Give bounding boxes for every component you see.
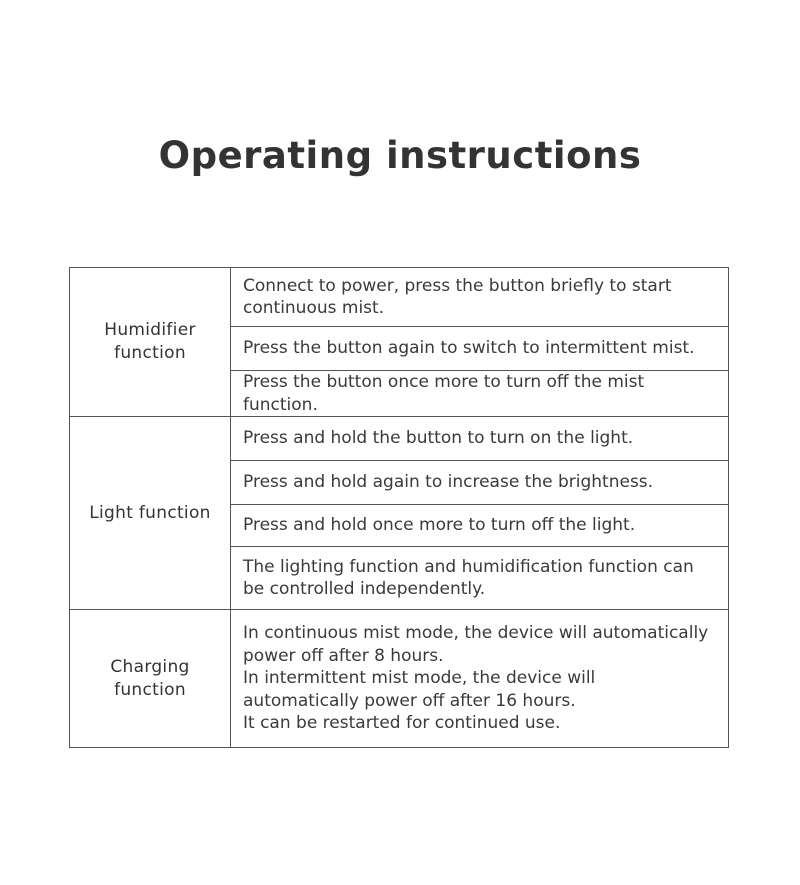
instruction-line: The lighting function and humidification function can bbox=[243, 556, 694, 577]
instruction-cell bbox=[231, 505, 729, 547]
instruction-cell bbox=[231, 417, 729, 461]
table-row bbox=[70, 268, 729, 327]
instruction-cell bbox=[231, 547, 729, 610]
instruction-line: Press and hold again to increase the brightness. bbox=[243, 472, 654, 493]
category-humidifier bbox=[70, 268, 231, 417]
instruction-cell bbox=[231, 610, 729, 748]
instruction-line: power off after 8 hours. bbox=[243, 645, 444, 666]
category-label: Light function bbox=[89, 502, 211, 523]
category-light bbox=[70, 417, 231, 610]
instruction-line: continuous mist. bbox=[243, 298, 385, 318]
instruction-cell bbox=[231, 461, 729, 505]
instruction-line: Press the button again to switch to intermittent mist. bbox=[243, 338, 695, 359]
instruction-line: It can be restarted for continued use. bbox=[243, 713, 561, 734]
instruction-cell bbox=[231, 268, 729, 327]
category-charging bbox=[70, 610, 231, 748]
page-title: Operating instructions bbox=[158, 134, 642, 177]
instruction-line: In continuous mist mode, the device will automatically bbox=[243, 623, 709, 644]
table-row bbox=[70, 417, 729, 461]
instruction-line: be controlled independently. bbox=[243, 579, 486, 599]
instruction-line: Press and hold once more to turn off the light. bbox=[243, 515, 636, 536]
category-label: function bbox=[114, 679, 186, 700]
instruction-line: In intermittent mist mode, the device will bbox=[243, 668, 596, 689]
instruction-line: automatically power off after 16 hours. bbox=[243, 690, 576, 711]
instructions-table bbox=[69, 267, 729, 748]
instruction-line: Press the button once more to turn off the mist function. bbox=[243, 372, 645, 415]
instruction-cell bbox=[231, 327, 729, 371]
instruction-line: Press and hold the button to turn on the light. bbox=[243, 428, 634, 449]
category-label: Charging bbox=[110, 656, 190, 677]
table-row bbox=[70, 610, 729, 748]
category-label: Humidifier bbox=[104, 320, 196, 340]
category-label: function bbox=[114, 343, 186, 363]
instruction-cell bbox=[231, 371, 729, 417]
instruction-line: Connect to power, press the button briefly to start bbox=[243, 275, 672, 296]
